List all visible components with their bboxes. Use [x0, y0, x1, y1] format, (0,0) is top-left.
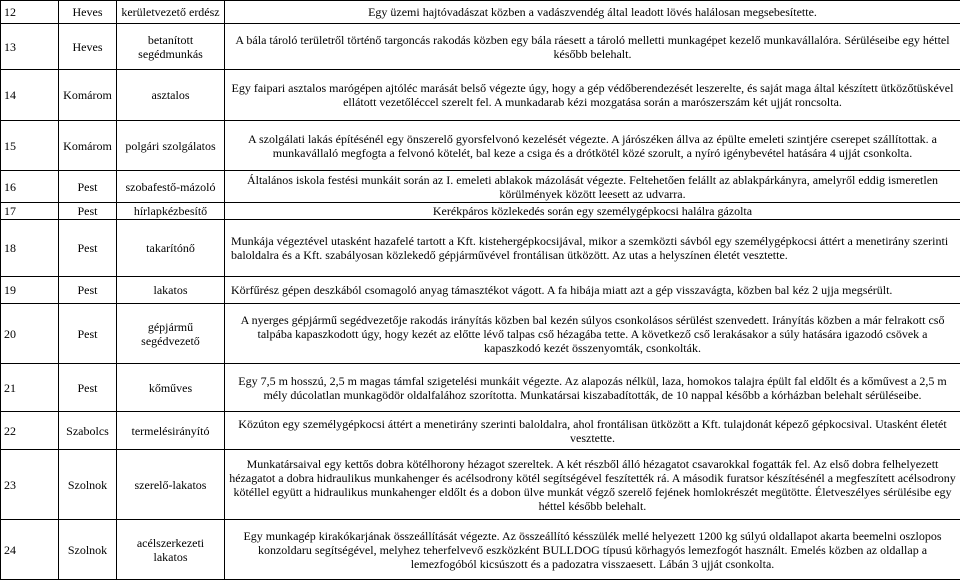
job-cell: hírlapkézbesítő [117, 203, 225, 220]
table-row [1, 304, 960, 364]
row-number: 14 [1, 70, 59, 121]
county-cell: Pest [59, 364, 117, 412]
table-row [1, 203, 960, 220]
job-cell: termelésirányító [117, 412, 225, 450]
description-cell: A nyerges gépjármű segédvezetője rakodás irányítás közben bal kezén súlyos csonkolásos sérülést szenvedett. Irányítás közben a már felrakott cső talpába kapaszkodott úgy, hogy kezét az előtte lévő talpas cső hézagába tette. A következő cső lerakásakor a súly hatására igazodó csövek a kapaszkodó kezét összenyomták, csonkolták. [225, 304, 960, 364]
description-cell: A szolgálati lakás építésénél egy önszerelő gyorsfelvonó kezelését végezte. A járószéken állva az épülte emeleti szintjére cserepet szállítottak. a munkavállaló megfogta a felvonó kötelét, bal keze a csiga és a drótkötél közé szorult, a nyíró igénybevétel hatására 4 ujját csonkolta. [225, 121, 960, 171]
job-cell: gépjármű segédvezető [117, 304, 225, 364]
county-cell: Szolnok [59, 450, 117, 520]
county-cell: Pest [59, 220, 117, 277]
description-cell: Munkája végeztével utasként hazafelé tartott a Kft. kistehergépkocsijával, mikor a szemközti sávból egy személygépkocsi áttért a menetirány szerinti baloldalra és a Kft. szabályosan közlekedő gépjárművével frontálisan ütközött. Az utas a helyszínen életét vesztette. [225, 220, 960, 277]
table-row [1, 1, 960, 24]
county-cell: Pest [59, 171, 117, 203]
description-cell: Egy 7,5 m hosszú, 2,5 m magas támfal szigetelési munkáit végezte. Az alapozás nélkül, laza, homokos talajra épült fal eldőlt és a kőművest a 2,5 m mély dúcolatlan munkagödör oldalfalához szorította. Munkatársai kiszabadították, de 10 nappal később a kórházban belehalt sérüléseibe. [225, 364, 960, 412]
table-row [1, 364, 960, 412]
table-row [1, 121, 960, 171]
row-number: 21 [1, 364, 59, 412]
table-row [1, 70, 960, 121]
description-cell: Körfűrész gépen deszkából csomagoló anyag támasztékot vágott. A fa hibája miatt azt a gép visszavágta, közben bal kéz 2 ujja megsérült. [225, 277, 960, 304]
job-cell: asztalos [117, 70, 225, 121]
job-cell: betanított segédmunkás [117, 24, 225, 70]
row-number: 24 [1, 520, 59, 580]
description-cell: Egy üzemi hajtóvadászat közben a vadászvendég által leadott lövés halálosan megsebesítette. [225, 1, 960, 24]
row-number: 20 [1, 304, 59, 364]
row-number: 18 [1, 220, 59, 277]
table-row [1, 171, 960, 203]
row-number: 23 [1, 450, 59, 520]
table-row [1, 520, 960, 580]
table-row [1, 450, 960, 520]
row-number: 12 [1, 1, 59, 24]
job-cell: szerelő-lakatos [117, 450, 225, 520]
row-number: 15 [1, 121, 59, 171]
county-cell: Pest [59, 304, 117, 364]
row-number: 22 [1, 412, 59, 450]
table-row [1, 220, 960, 277]
job-cell: kőműves [117, 364, 225, 412]
job-cell: takarítónő [117, 220, 225, 277]
table-row [1, 277, 960, 304]
description-cell: Kerékpáros közlekedés során egy személygépkocsi halálra gázolta [225, 203, 960, 220]
description-cell: Közúton egy személygépkocsi áttért a menetirány szerinti baloldalra, ahol frontálisan ütközött a Kft. tulajdonát képező gépkocsival. Utasként életét vesztette. [225, 412, 960, 450]
row-number: 19 [1, 277, 59, 304]
description-cell: A bála tároló területről történő targoncás rakodás közben egy bála ráesett a tároló melletti munkagépet kezelő munkavállalóra. Sérüléseibe egy héttel később belehalt. [225, 24, 960, 70]
table-row [1, 24, 960, 70]
row-number: 16 [1, 171, 59, 203]
job-cell: acélszerkezeti lakatos [117, 520, 225, 580]
description-cell: Egy faipari asztalos marógépen ajtóléc marását belső végezte úgy, hogy a gép védőberendezését leszerelte, és saját maga által készített ütközőtüskével ellátott vezetőléccel szerelt fel. A munkadarab kézi mozgatása során a marószerszám két ujját roncsolta. [225, 70, 960, 121]
county-cell: Pest [59, 277, 117, 304]
job-cell: kerületvezető erdész [117, 1, 225, 24]
row-number: 13 [1, 24, 59, 70]
job-cell: polgári szolgálatos [117, 121, 225, 171]
description-cell: Munkatársaival egy kettős dobra kötélhorony hézagot szereltek. A két részből álló hézagatot csavarokkal fogatták fel. Az első dobra felhelyezett hézagatot a dobra hidraulikus munkahenger és acélsodrony kötél segítségével feszítették rá. A második furatsor készítésénél a megfeszített acélsodrony kötéllel együtt a hidraulikus munkahenger eldőlt és a dobon ülve munkát végző szerelő fejének homlokrészét megütötte. Életveszélyes sérülésibe egy héttel később belehalt. [225, 450, 960, 520]
table-row [1, 412, 960, 450]
job-cell: szobafestő-mázoló [117, 171, 225, 203]
county-cell: Komárom [59, 121, 117, 171]
county-cell: Heves [59, 1, 117, 24]
county-cell: Szolnok [59, 520, 117, 580]
county-cell: Szabolcs [59, 412, 117, 450]
row-number: 17 [1, 203, 59, 220]
county-cell: Heves [59, 24, 117, 70]
job-cell: lakatos [117, 277, 225, 304]
county-cell: Komárom [59, 70, 117, 121]
description-cell: Általános iskola festési munkáit során az I. emeleti ablakok mázolását végezte. Feltehetően felállt az ablakpárkányra, amelyről eddig ismeretlen körülmények között leesett az udvarra. [225, 171, 960, 203]
description-cell: Egy munkagép kirakókarjának összeállítását végezte. Az összeállító késszülék mellé helyezett 1200 kg súlyú oldallapot akarta beemelni oszlopos konzoldaru segítségével, melyhez teherfelvevő eszközként BULLDOG típusú körhagyós lemezfogót használt. Emelés közben az oldallap a lemezfogóból kicsúszott és a padozatra visszaesett. Lábán 3 ujját csonkolta. [225, 520, 960, 580]
county-cell: Pest [59, 203, 117, 220]
